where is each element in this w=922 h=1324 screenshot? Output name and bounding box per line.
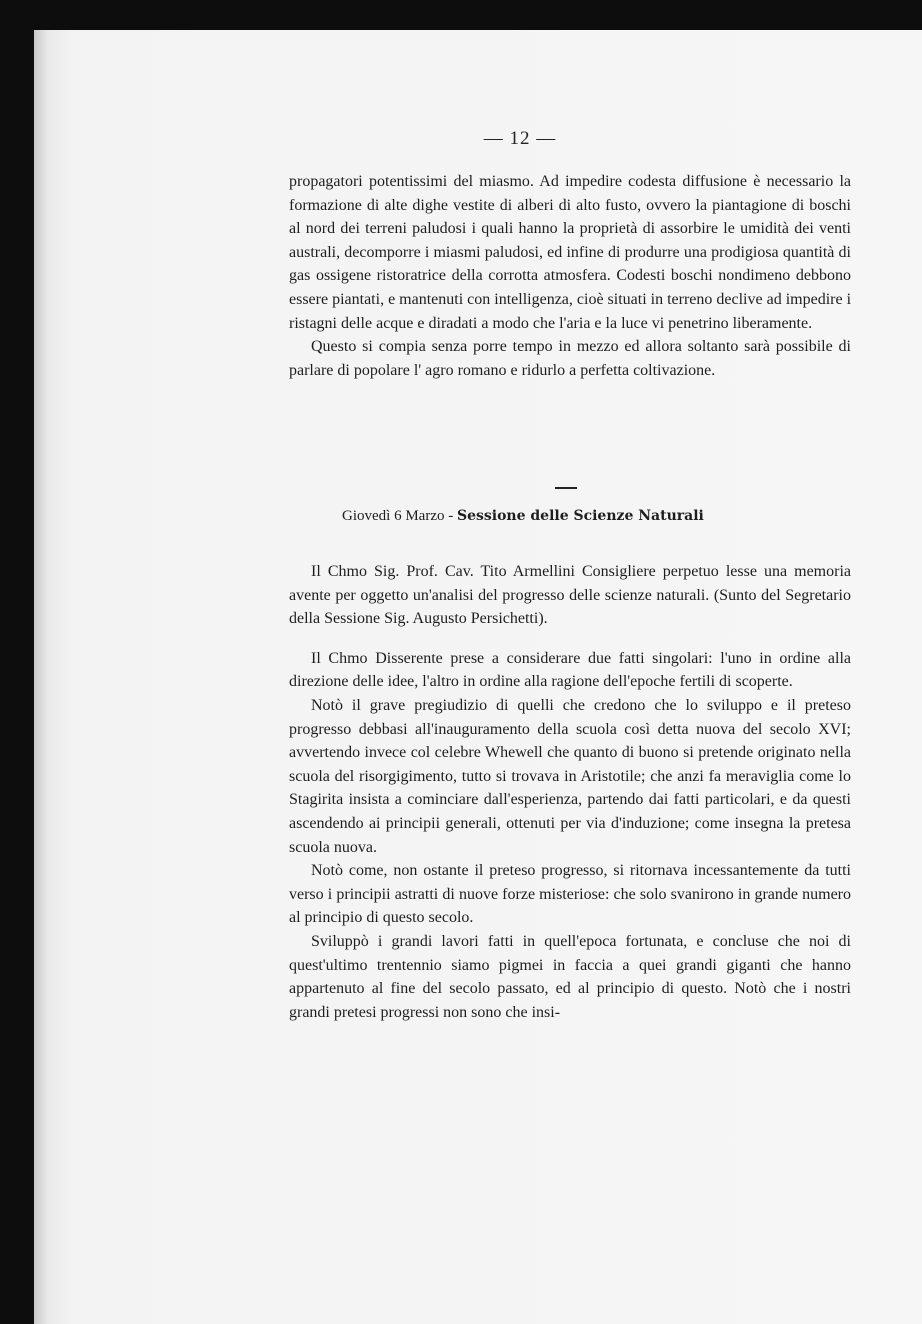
session-title: Sessione delle Scienze Naturali bbox=[456, 508, 704, 524]
section-separator bbox=[555, 487, 577, 489]
page-number: — 12 — bbox=[483, 128, 557, 149]
session-date: Giovedì 6 Marzo - bbox=[342, 508, 454, 524]
paragraph: Sviluppò i grandi lavori fatti in quell'epoca fortunata, e concluse che noi di quest'ultimo trentennio siamo pigmei in faccia a quei grandi giganti che hanno appartenuto al fine del secolo passato, ed al principio di questo. Notò che i nostri grandi pretesi progressi non sono che insi- bbox=[289, 932, 851, 1021]
paragraph: Il Chmo Disserente prese a considerare due fatti singolari: l'uno in ordine alla direzione delle idee, l'altro in ordine alla ragione dell'epoche fertili di scoperte. bbox=[289, 649, 851, 691]
paragraph: Notò come, non ostante il preteso progresso, si ritornava incessantemente da tutti verso i principii astratti di nuove forze misteriose: che solo svanirono in grande numero al principio di questo secolo. bbox=[289, 862, 851, 927]
paragraph: Questo si compia senza porre tempo in mezzo ed allora soltanto sarà possibile di parlare di popolare l' agro romano e ridurlo a perfetta coltivazione. bbox=[289, 338, 851, 379]
paragraph: Notò il grave pregiudizio di quelli che credono che lo sviluppo e il preteso progresso debbasi all'inauguramento della scuola così detta nuova del secolo XVI; avvertendo invece col celebre Whewell che quanto di buono si pretende originato nella scuola del risorgigimento, tutto si trovava in Aristotile; che anzi fa meraviglia come lo Stagirita insista a cominciare dall'esperienza, partendo dai fatti particolari, e da questi ascendendo ai principii generali, ottenuti per via d'induzione; come insegna la pretesa scuola nuova. bbox=[289, 696, 851, 856]
section-heading bbox=[342, 508, 704, 525]
top-section bbox=[289, 170, 851, 382]
paragraph: propagatori potentissimi del miasmo. Ad impedire codesta diffusione è necessario la formazione di alte dighe vestite di alberi di alto fusto, ovvero la piantagione di boschi al nord dei terreni paludosi i quali hanno la proprietà di assorbire le umidità dei venti australi, decomporre i miasmi paludosi, ed infine di produrre una prodigiosa quantità di gas ossigene ristoratrice della corrotta atmosfera. Codesti boschi nondimeno debbono essere piantati, e mantenuti con intelligenza, cioè situati in terreno declive ad impedire i ristagni delle acque e diradati a modo che l'aria e la luce vi penetrino liberamente. bbox=[289, 173, 852, 332]
session-summary bbox=[289, 560, 851, 1024]
paragraph: Il Chmo Sig. Prof. Cav. Tito Armellini Consigliere perpetuo lesse una memoria avente per oggetto un'analisi del progresso delle scienze naturali. (Sunto del Segretario della Sessione Sig. Augusto Persichetti). bbox=[289, 563, 851, 628]
